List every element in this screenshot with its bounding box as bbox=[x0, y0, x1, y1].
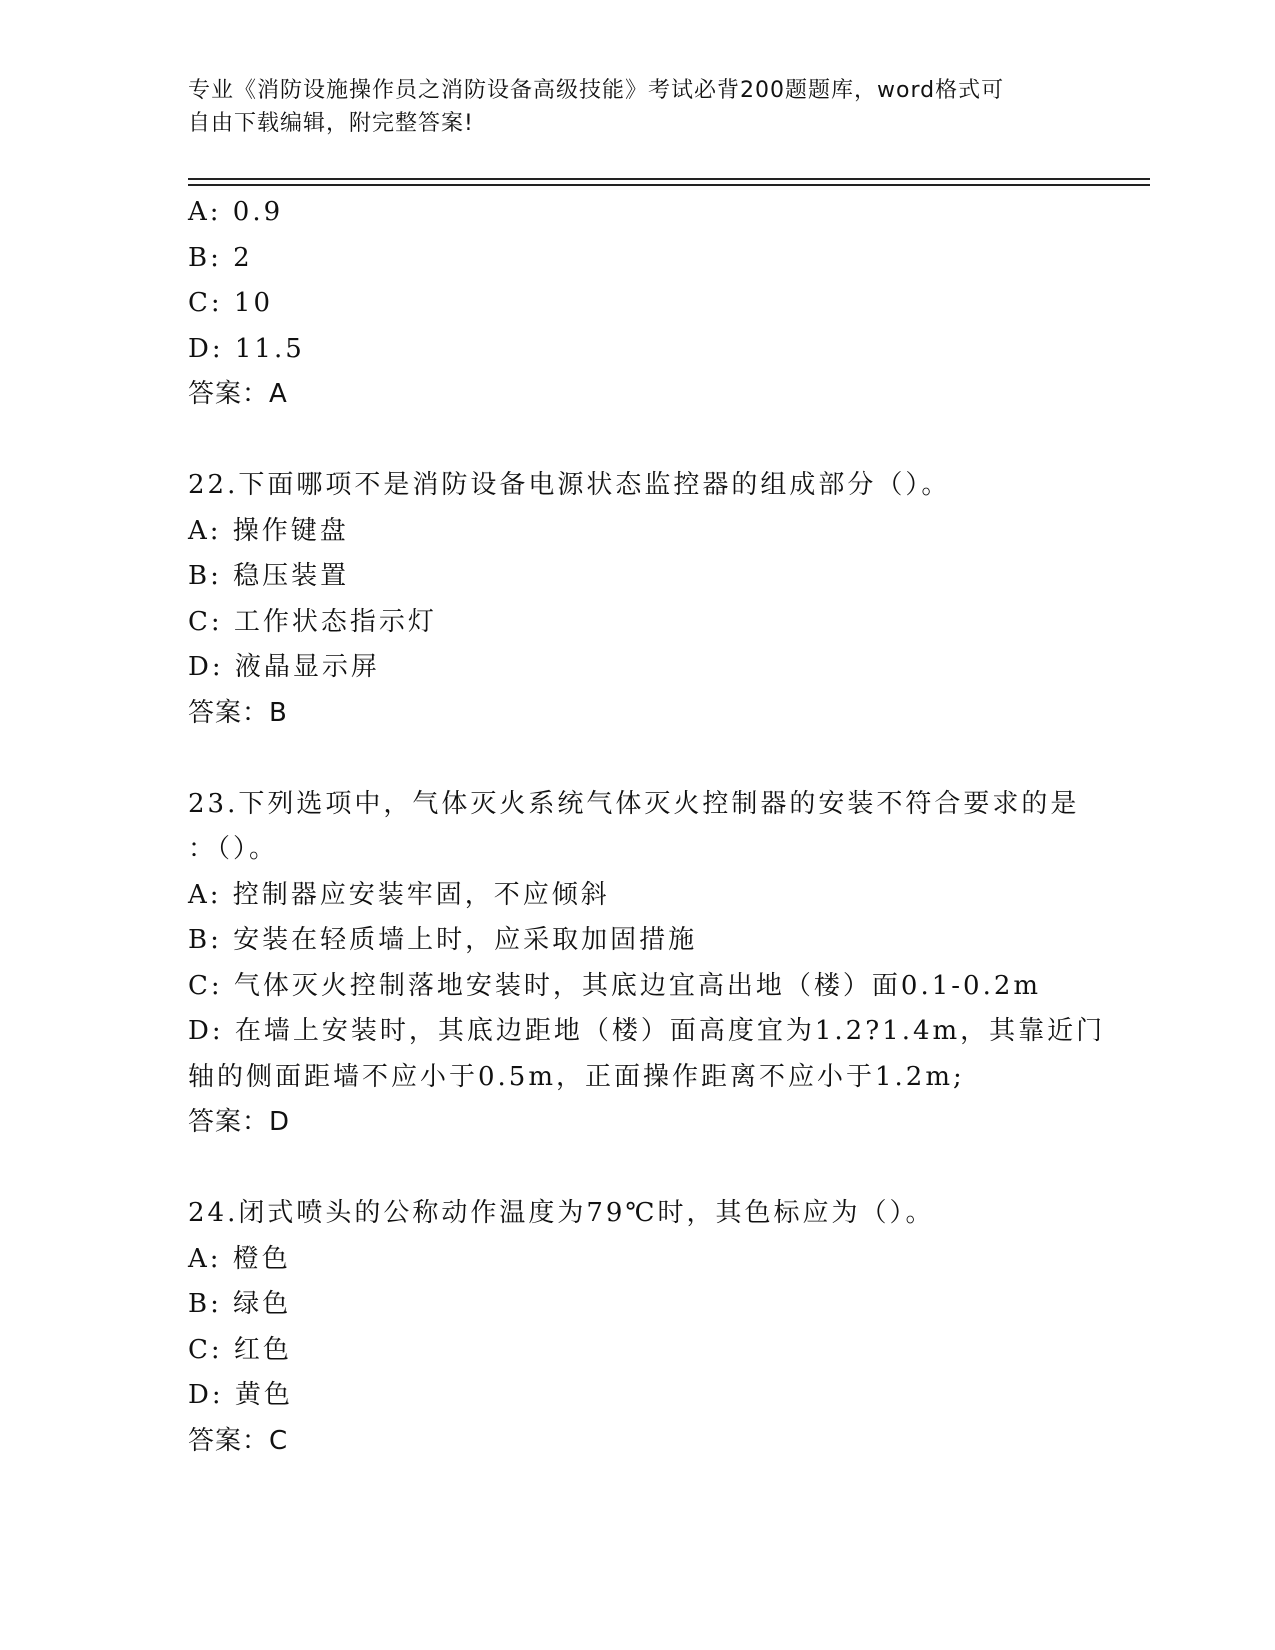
spacer bbox=[188, 1146, 1088, 1192]
option-d: D: 在墙上安装时，其底边距地（楼）面高度宜为1.2?1.4m，其靠近门 bbox=[188, 1016, 1106, 1046]
option-d: D: 黄色 bbox=[188, 1380, 293, 1410]
header-rule-top bbox=[188, 178, 1150, 180]
option-a: A: 0.9 bbox=[188, 197, 284, 227]
header-line-2: 自由下载编辑，附完整答案! bbox=[188, 111, 474, 136]
answer-line: 答案：A bbox=[188, 379, 288, 409]
answer-line: 答案：B bbox=[188, 697, 288, 728]
option-c: C: 工作状态指示灯 bbox=[188, 606, 437, 637]
question-text: 24.闭式喷头的公称动作温度为79℃时，其色标应为（）。 bbox=[188, 1198, 935, 1228]
question-block-21 bbox=[188, 190, 1088, 418]
option-a: A: 操作键盘 bbox=[188, 515, 349, 546]
question-block-22 bbox=[188, 463, 1088, 736]
option-b: B: 稳压装置 bbox=[188, 561, 350, 591]
spacer bbox=[188, 736, 1088, 782]
header-rule-bottom bbox=[188, 184, 1150, 186]
question-block-24 bbox=[188, 1191, 1088, 1464]
option-a: A: 控制器应安装牢固，不应倾斜 bbox=[188, 879, 610, 910]
header-line-1: 专业《消防设施操作员之消防设备高级技能》考试必背200题题库，word格式可 bbox=[188, 78, 1005, 103]
question-text-line-1: 23.下列选项中，气体灭火系统气体灭火控制器的安装不符合要求的是 bbox=[188, 788, 1080, 819]
option-d: D: 液晶显示屏 bbox=[188, 652, 380, 682]
question-list bbox=[188, 190, 1106, 1464]
answer-line: 答案：C bbox=[188, 1425, 289, 1456]
option-d-continued: 轴的侧面距墙不应小于0.5m，正面操作距离不应小于1.2m; bbox=[188, 1061, 965, 1092]
option-d: D: 11.5 bbox=[188, 333, 305, 364]
question-text: 22.下面哪项不是消防设备电源状态监控器的组成部分（）。 bbox=[188, 470, 951, 500]
option-a: A: 橙色 bbox=[188, 1243, 291, 1274]
question-text-line-2: ：（）。 bbox=[188, 834, 279, 864]
spacer bbox=[188, 418, 1088, 464]
option-c: C: 气体灭火控制落地安装时，其底边宜高出地（楼）面0.1-0.2m bbox=[188, 970, 1042, 1001]
document-header bbox=[188, 74, 1068, 140]
option-b: B: 绿色 bbox=[188, 1289, 292, 1319]
question-block-23 bbox=[188, 782, 1106, 1146]
option-b: B: 2 bbox=[188, 242, 253, 273]
option-b: B: 安装在轻质墙上时，应采取加固措施 bbox=[188, 925, 698, 955]
answer-line: 答案：D bbox=[188, 1107, 291, 1137]
option-c: C: 红色 bbox=[188, 1334, 292, 1365]
option-c: C: 10 bbox=[188, 288, 274, 318]
